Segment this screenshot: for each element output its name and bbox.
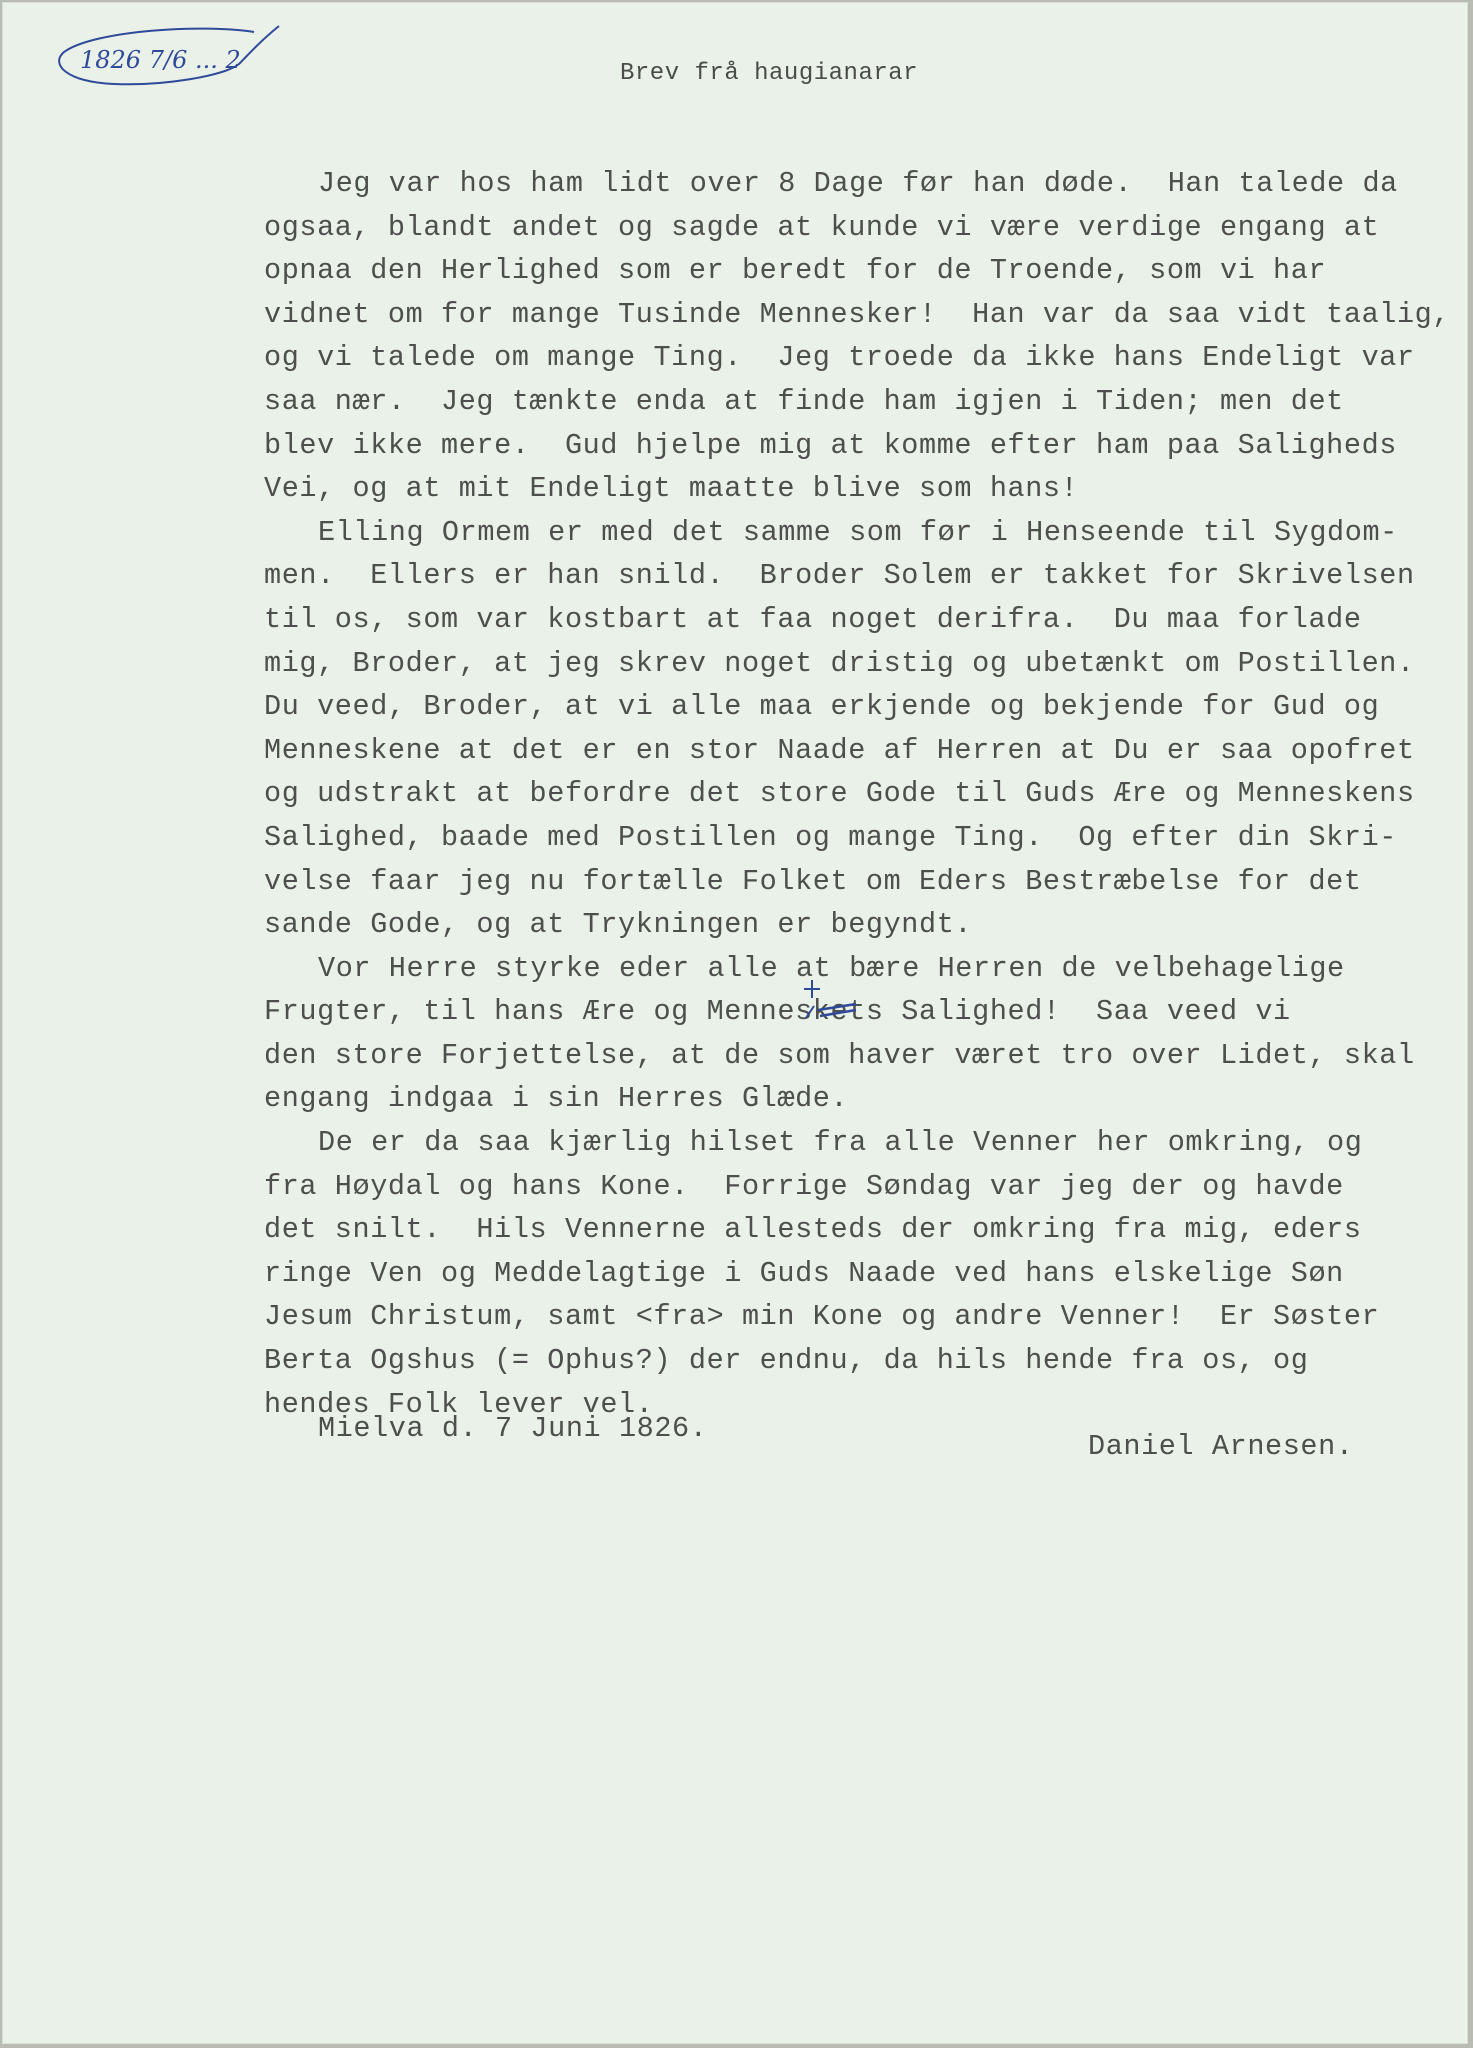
signature: Daniel Arnesen. [1088,1430,1354,1463]
text-line: fra Høydal og hans Kone. Forrige Søndag var jeg der og havde [264,1169,1344,1203]
text-line: Vei, og at mit Endeligt maatte blive som hans! [264,472,1079,506]
place-date: Mielva d. 7 Juni 1826. [318,1412,708,1445]
text-line: ogsaa, blandt andet og sagde at kunde vi være verdige engang at [264,210,1380,244]
archive-mark-ink [54,24,284,94]
archive-mark [54,24,284,94]
text-line: ringe Ven og Meddelagtige i Guds Naade ved hans elskelige Søn [264,1256,1344,1290]
text-line: det snilt. Hils Vennerne allesteds der omkring fra mig, eders [264,1213,1362,1247]
text-line: Menneskene at det er en stor Naade af Herren at Du er saa opofret [264,733,1415,767]
text-line: saa nær. Jeg tænkte enda at finde ham igjen i Tiden; men det [264,384,1344,418]
text-line: Berta Ogshus (= Ophus?) der endnu, da hils hende fra os, og [264,1344,1309,1378]
text-line: Du veed, Broder, at vi alle maa erkjende og bekjende for Gud og [264,690,1380,724]
text-line: hendes Folk lever vel. [264,1387,654,1421]
text-line: Frugter, til hans Ære og Menneskets Salighed! Saa veed vi [264,995,1291,1029]
document-title: Brev frå haugianarar [620,60,919,87]
text-line: Vor Herre styrke eder alle at bære Herren de velbehagelige [318,951,1345,985]
text-line: men. Ellers er han snild. Broder Solem er takket for Skrivelsen [264,559,1415,593]
letter-body [264,162,1454,1426]
text-line: opnaa den Herlighed som er beredt for de Troende, som vi har [264,254,1327,288]
text-line: Jesum Christum, samt <fra> min Kone og andre Venner! Er Søster [264,1300,1380,1334]
text-line: og vi talede om mange Ting. Jeg troede da ikke hans Endeligt var [264,341,1415,375]
text-line: til os, som var kostbart at faa noget derifra. Du maa forlade [264,602,1362,636]
text-line: velse faar jeg nu fortælle Folket om Eders Bestræbelse for det [264,864,1362,898]
text-line: blev ikke mere. Gud hjelpe mig at komme efter ham paa Saligheds [264,428,1397,462]
handwritten-correction [798,976,858,1024]
text-line: vidnet om for mange Tusinde Mennesker! Han var da saa vidt taalig, [264,297,1451,331]
text-line: den store Forjettelse, at de som haver været tro over Lidet, skal [264,1038,1415,1072]
text-line: mig, Broder, at jeg skrev noget dristig og ubetænkt om Postillen. [264,646,1415,680]
archive-mark-text: 1826 7/6 ... 2 [80,46,241,74]
correction-mark-icon [798,976,858,1024]
text-line: sande Gode, og at Trykningen er begyndt. [264,908,973,942]
text-line: Salighed, baade med Postillen og mange Ting. Og efter din Skri- [264,820,1397,854]
text-line: engang indgaa i sin Herres Glæde. [264,1082,849,1116]
text-line: og udstrakt at befordre det store Gode til Guds Ære og Menneskens [264,777,1415,811]
text-line: Jeg var hos ham lidt over 8 Dage før han døde. Han talede da [318,167,1398,200]
document-page [2,2,1468,2044]
text-line: Elling Ormem er med det samme som før i Henseende til Sygdom- [318,515,1398,549]
text-line: De er da saa kjærlig hilset fra alle Venner her omkring, og [318,1126,1363,1160]
